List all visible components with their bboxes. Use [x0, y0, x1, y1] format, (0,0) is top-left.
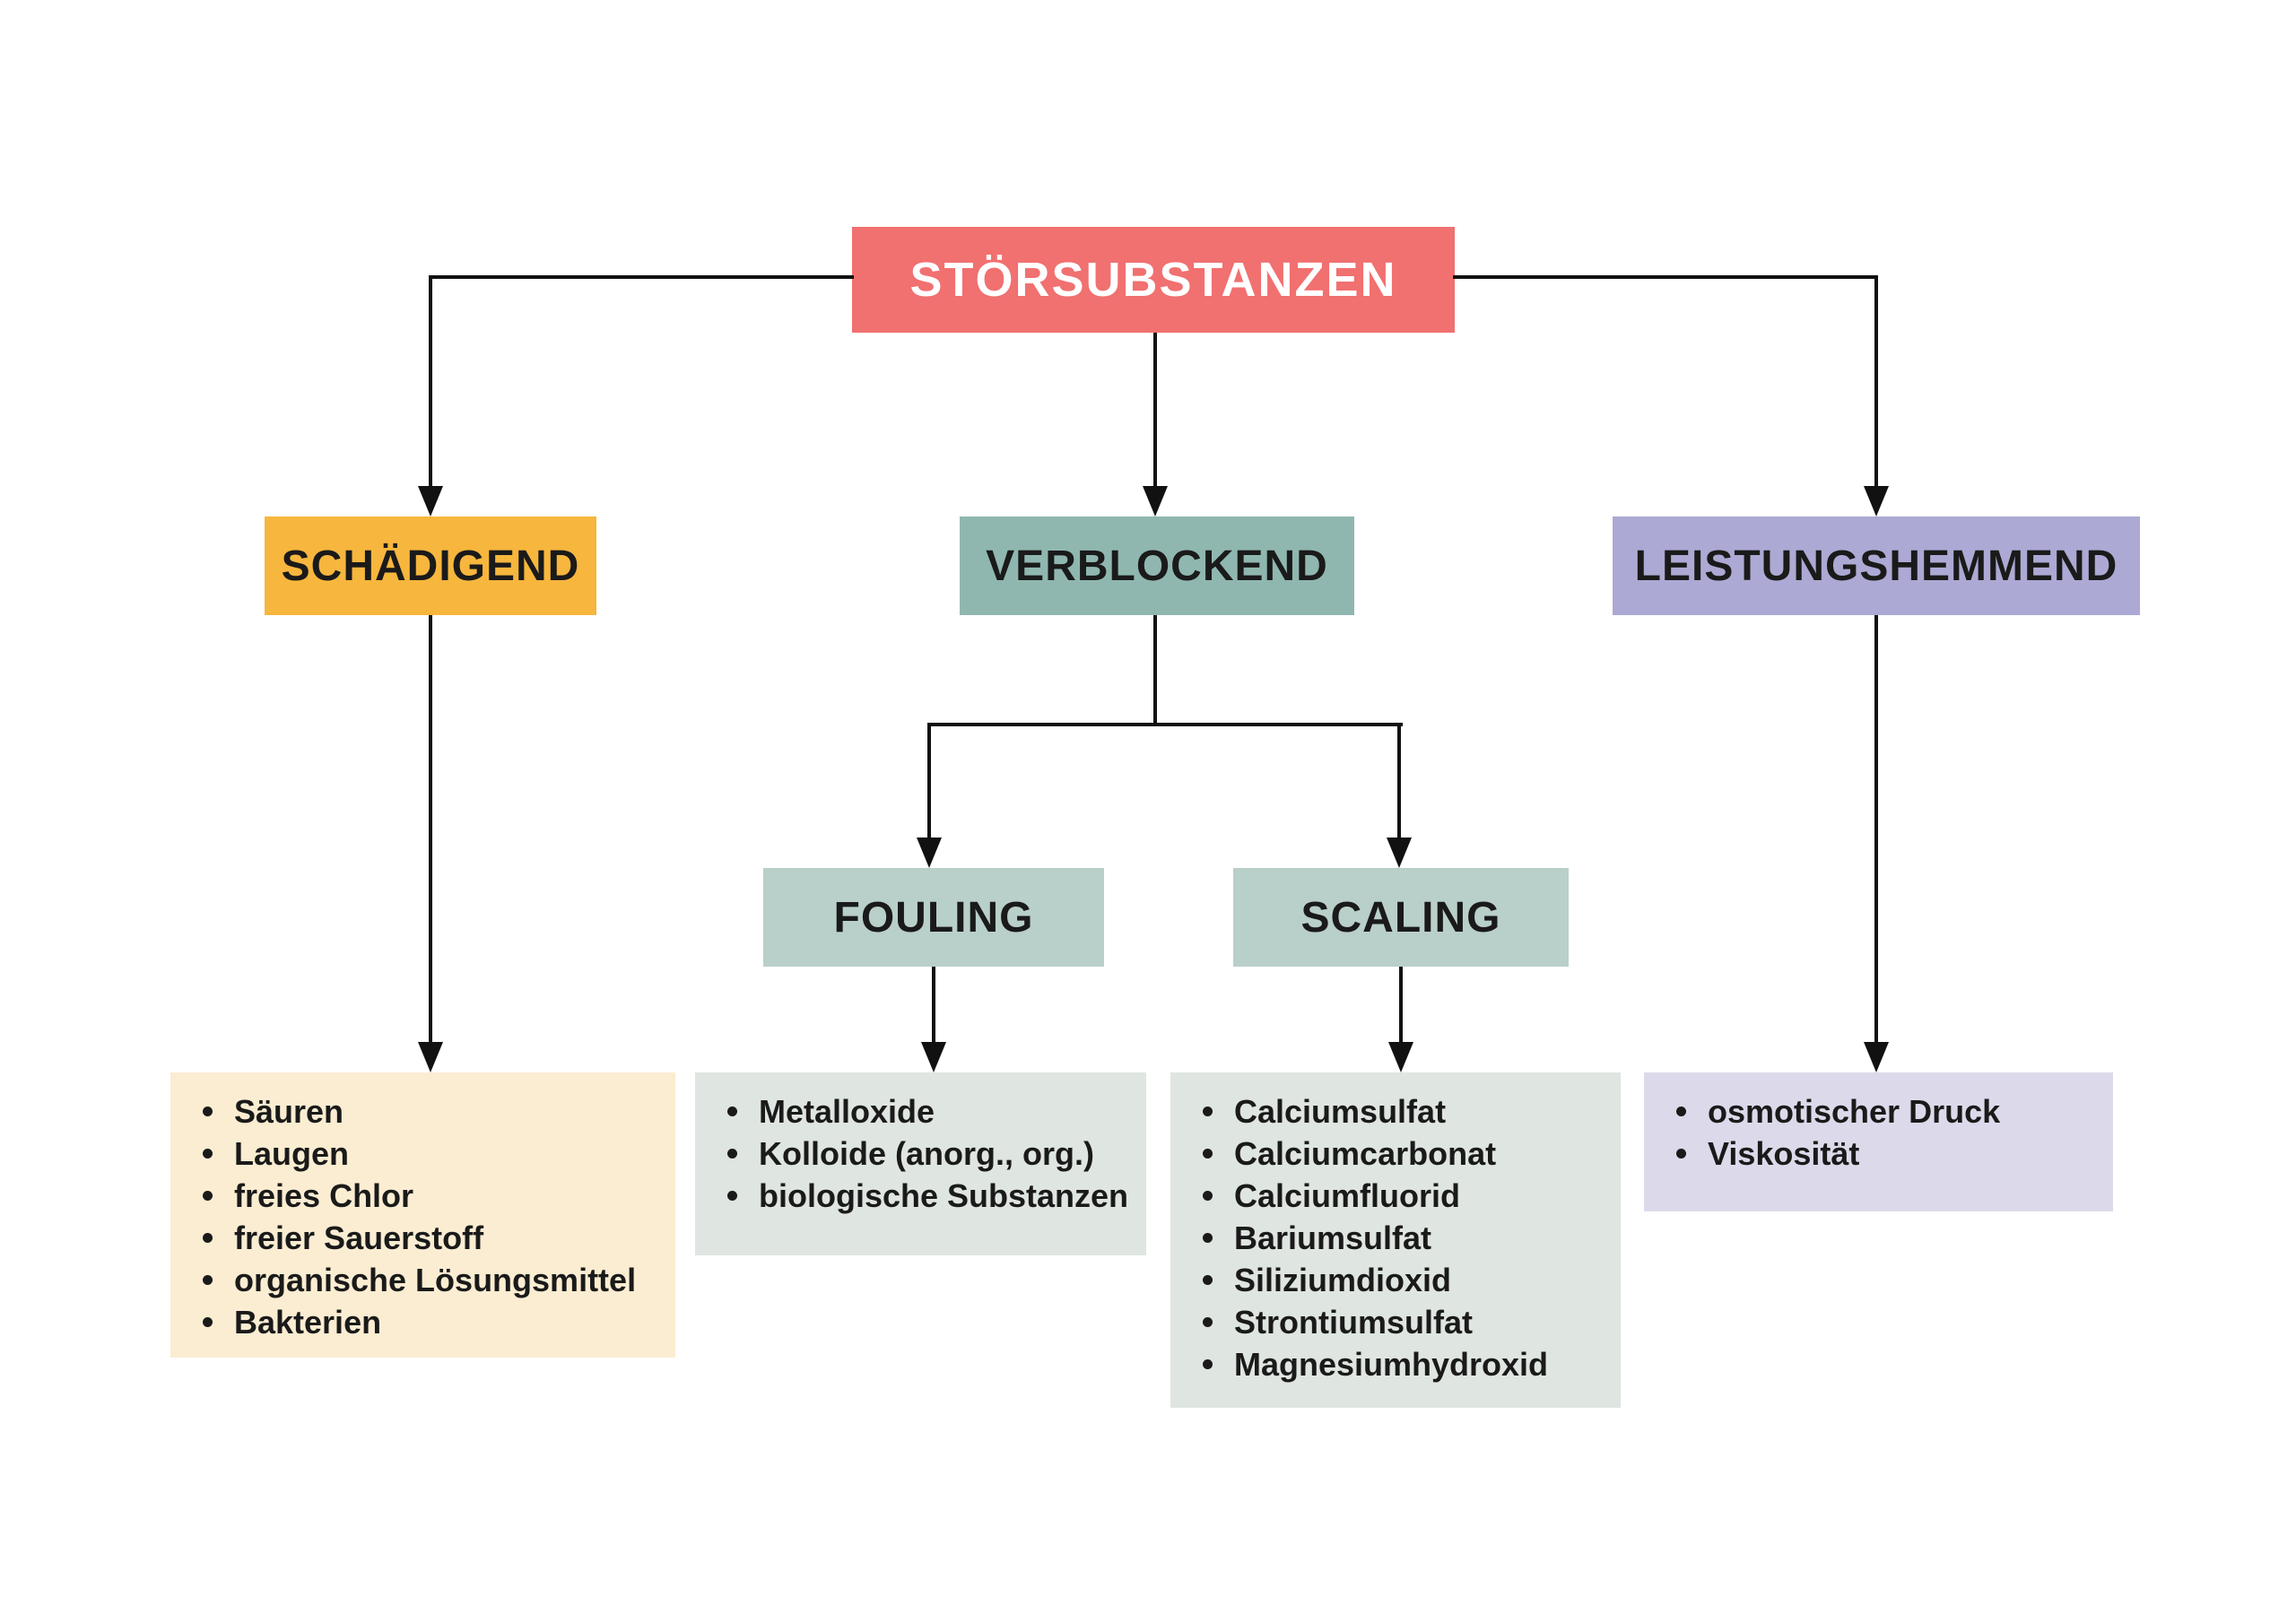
- bullet-dot: [203, 1149, 213, 1159]
- node-leistungshemmend-label: LEISTUNGSHEMMEND: [1634, 542, 2118, 590]
- list-item-label: Viskosität: [1708, 1134, 1860, 1172]
- list-item-label: biologische Substanzen: [759, 1176, 1129, 1214]
- list-item-label: Siliziumdioxid: [1234, 1261, 1452, 1298]
- list-fouling: [695, 1072, 1146, 1255]
- arrowhead-scaling-list: [1388, 1042, 1413, 1072]
- bullet-dot: [203, 1275, 213, 1285]
- list-item: [1203, 1175, 1603, 1217]
- node-fouling: [763, 868, 1104, 967]
- bullet-dot: [1203, 1317, 1213, 1327]
- node-schaedigend-label: SCHÄDIGEND: [281, 542, 580, 590]
- list-item: [203, 1090, 657, 1133]
- arrowhead-scaling: [1387, 838, 1412, 868]
- bullet-dot: [203, 1233, 213, 1243]
- list-item-label: freier Sauerstoff: [234, 1219, 484, 1256]
- list-item: [1203, 1301, 1603, 1343]
- list-item: [727, 1090, 1128, 1133]
- connector-schaedigend-to-list-vline: [429, 615, 432, 1046]
- connector-split-to-scaling-vline: [1397, 723, 1401, 841]
- connector-root-to-leistungshemmend-vline: [1874, 275, 1878, 490]
- list-item: [1203, 1343, 1603, 1385]
- bullet-dot: [1203, 1359, 1213, 1369]
- bullet-dot: [1203, 1191, 1213, 1201]
- bullet-dot: [727, 1107, 737, 1116]
- list-item: [1203, 1259, 1603, 1301]
- list-item: [727, 1175, 1128, 1217]
- list-item-label: Säuren: [234, 1092, 344, 1130]
- list-item-label: Metalloxide: [759, 1092, 935, 1130]
- arrowhead-schaedigend-list: [418, 1042, 443, 1072]
- list-item-label: Calciumsulfat: [1234, 1092, 1447, 1130]
- list-item-label: Kolloide (anorg., org.): [759, 1134, 1094, 1172]
- connector-leistungshemmend-to-list-vline: [1874, 615, 1878, 1046]
- node-scaling: [1233, 868, 1569, 967]
- list-item: [203, 1175, 657, 1217]
- list-fouling-items: [727, 1090, 1128, 1217]
- connector-root-to-verblockend-vline: [1153, 333, 1157, 490]
- list-item: [1676, 1090, 2095, 1133]
- list-item: [203, 1217, 657, 1259]
- arrowhead-leistungshemmend-list: [1864, 1042, 1889, 1072]
- node-leistungshemmend: [1613, 516, 2140, 615]
- list-scaling: [1170, 1072, 1621, 1408]
- list-item-label: Bariumsulfat: [1234, 1219, 1432, 1256]
- list-item-label: organische Lösungsmittel: [234, 1261, 637, 1298]
- list-item: [203, 1133, 657, 1175]
- list-item-label: Strontiumsulfat: [1234, 1303, 1473, 1341]
- connector-root-to-schaedigend-vline: [429, 275, 432, 490]
- list-item-label: Calciumcarbonat: [1234, 1134, 1497, 1172]
- node-stoersubstanzen: [852, 227, 1455, 333]
- list-item: [1203, 1217, 1603, 1259]
- list-item-label: osmotischer Druck: [1708, 1092, 2001, 1130]
- list-item-label: freies Chlor: [234, 1176, 414, 1214]
- arrowhead-leistungshemmend: [1864, 486, 1889, 516]
- list-leistungshemmend-items: [1676, 1090, 2095, 1175]
- bullet-dot: [1203, 1149, 1213, 1159]
- bullet-dot: [1203, 1107, 1213, 1116]
- node-scaling-label: SCALING: [1300, 893, 1501, 942]
- list-item: [203, 1259, 657, 1301]
- list-schaedigend: [170, 1072, 675, 1358]
- list-item-label: Magnesiumhydroxid: [1234, 1345, 1549, 1383]
- list-item: [203, 1301, 657, 1343]
- bullet-dot: [1676, 1107, 1686, 1116]
- list-item: [1203, 1090, 1603, 1133]
- connector-fouling-to-list-vline: [932, 967, 935, 1046]
- list-item-label: Bakterien: [234, 1303, 382, 1341]
- list-leistungshemmend: [1644, 1072, 2113, 1211]
- node-verblockend-label: VERBLOCKEND: [986, 542, 1328, 590]
- connector-scaling-to-list-vline: [1399, 967, 1403, 1046]
- bullet-dot: [203, 1107, 213, 1116]
- connector-root-to-leistungshemmend-hline: [1453, 275, 1878, 279]
- node-stoersubstanzen-label: STÖRSUBSTANZEN: [909, 253, 1397, 307]
- bullet-dot: [203, 1191, 213, 1201]
- connector-split-to-fouling-vline: [927, 723, 931, 841]
- list-item-label: Calciumfluorid: [1234, 1176, 1461, 1214]
- bullet-dot: [1676, 1149, 1686, 1159]
- list-item: [727, 1133, 1128, 1175]
- list-item: [1676, 1133, 2095, 1175]
- connector-verblockend-split-hline: [927, 723, 1403, 726]
- node-schaedigend: [265, 516, 596, 615]
- node-fouling-label: FOULING: [833, 893, 1034, 942]
- arrowhead-schaedigend: [418, 486, 443, 516]
- connector-verblockend-stem: [1153, 615, 1157, 726]
- bullet-dot: [203, 1317, 213, 1327]
- connector-root-to-schaedigend-hline: [429, 275, 854, 279]
- list-item: [1203, 1133, 1603, 1175]
- bullet-dot: [1203, 1275, 1213, 1285]
- bullet-dot: [727, 1149, 737, 1159]
- arrowhead-verblockend: [1143, 486, 1168, 516]
- bullet-dot: [1203, 1233, 1213, 1243]
- arrowhead-fouling-list: [921, 1042, 946, 1072]
- list-schaedigend-items: [203, 1090, 657, 1343]
- node-verblockend: [960, 516, 1354, 615]
- list-item-label: Laugen: [234, 1134, 350, 1172]
- arrowhead-fouling: [917, 838, 942, 868]
- list-scaling-items: [1203, 1090, 1603, 1385]
- bullet-dot: [727, 1191, 737, 1201]
